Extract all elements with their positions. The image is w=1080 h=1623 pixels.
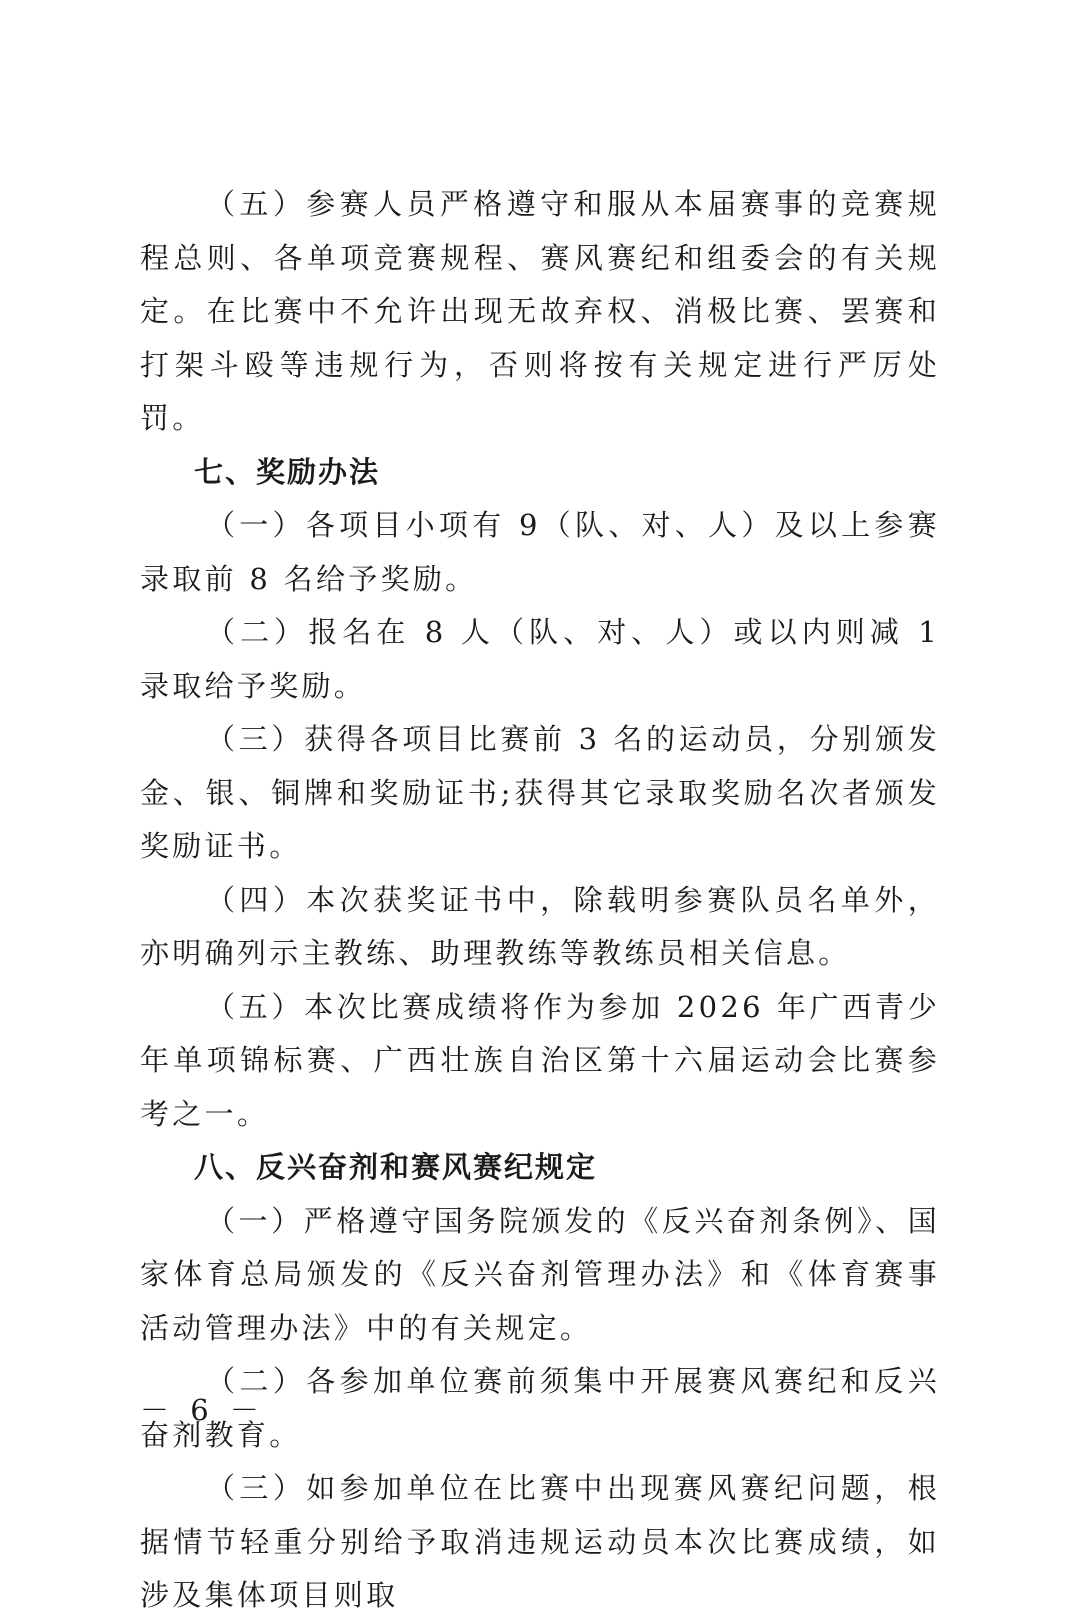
page-number: － 6 － bbox=[140, 1393, 265, 1427]
paragraph-awards-4: （四）本次获奖证书中，除载明参赛队员名单外，亦明确列示主教练、助理教练等教练员相关信息。 bbox=[140, 882, 940, 970]
paragraph-awards-5: （五）本次比赛成绩将作为参加 2026 年广西青少年单项锦标赛、广西壮族自治区第十六届运动会比赛参考之一。 bbox=[140, 989, 940, 1131]
paragraph-anti-doping-3: （三）如参加单位在比赛中出现赛风赛纪问题，根据情节轻重分别给予取消违规运动员本次比赛成绩，如涉及集体项目则取 bbox=[140, 1471, 940, 1612]
section-heading-awards: 七、奖励办法 bbox=[194, 454, 381, 489]
paragraph-5-athlete-rules: （五）参赛人员严格遵守和服从本届赛事的竞赛规程总则、各单项竞赛规程、赛风赛纪和组委会的有关规定。在比赛中不允许出现无故弃权、消极比赛、罢赛和打架斗殴等违规行为，否则将按有关规定进行严厉处罚。 bbox=[140, 187, 940, 435]
section-heading-anti-doping: 八、反兴奋剂和赛风赛纪规定 bbox=[194, 1150, 598, 1184]
paragraph-anti-doping-2: （二）各参加单位赛前须集中开展赛风赛纪和反兴奋剂教育。 bbox=[140, 1364, 940, 1452]
paragraph-awards-1: （一）各项目小项有 9（队、对、人）及以上参赛录取前 8 名给予奖励。 bbox=[140, 508, 940, 596]
paragraph-awards-2: （二）报名在 8 人（队、对、人）或以内则减 1 录取给予奖励。 bbox=[140, 615, 940, 703]
paragraph-anti-doping-1: （一）严格遵守国务院颁发的《反兴奋剂条例》、国家体育总局颁发的《反兴奋剂管理办法》和《体育赛事活动管理办法》中的有关规定。 bbox=[140, 1203, 940, 1345]
paragraph-awards-3: （三）获得各项目比赛前 3 名的运动员，分别颁发金、银、铜牌和奖励证书;获得其它录取奖励名次者颁发奖励证书。 bbox=[140, 722, 940, 863]
